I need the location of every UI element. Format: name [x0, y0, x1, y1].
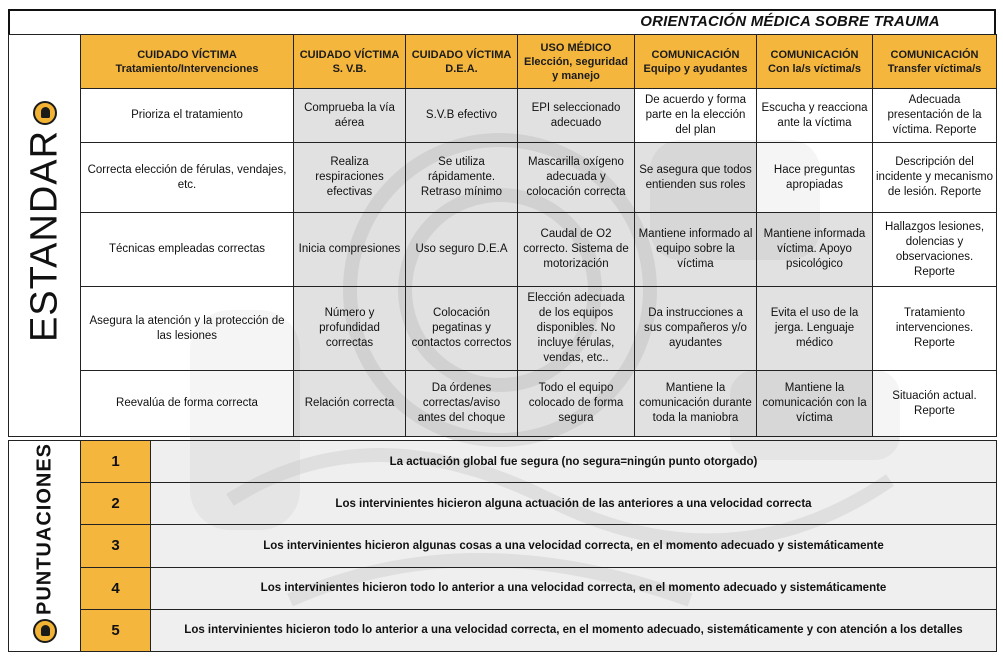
table-cell: Realiza respiraciones efectivas	[294, 143, 406, 213]
table-row	[9, 213, 997, 287]
side-label-puntuaciones: PUNTUACIONES	[33, 443, 55, 616]
table-cell: Evita el uso de la jerga. Lenguaje médico	[757, 287, 873, 371]
header-cell: CUIDADO VÍCTIMA S. V.B.	[294, 35, 406, 89]
header-cell: COMUNICACIÓN Transfer víctima/s	[873, 35, 997, 89]
row-label: Asegura la atención y la protección de las lesiones	[81, 287, 294, 371]
table-row	[9, 89, 997, 143]
score-description: Los intervinientes hicieron todo lo anterior a una velocidad correcta, en el momento adecuado, sistemáticamente y con atención a los detalles	[151, 609, 997, 651]
table-cell: Comprueba la vía aérea	[294, 89, 406, 143]
row-label: Reevalúa de forma correcta	[81, 371, 294, 437]
header-row	[9, 35, 997, 89]
table-cell: Tratamiento intervenciones. Reporte	[873, 287, 997, 371]
score-description: La actuación global fue segura (no segura=ningún punto otorgado)	[151, 441, 997, 483]
table-cell: Hace preguntas apropiadas	[757, 143, 873, 213]
header-cell: COMUNICACIÓN Equipo y ayudantes	[635, 35, 757, 89]
table-cell: Adecuada presentación de la víctima. Reporte	[873, 89, 997, 143]
table-row	[9, 371, 997, 437]
table-cell: Mantiene la comunicación durante toda la maniobra	[635, 371, 757, 437]
table-cell: Mantiene informado al equipo sobre la víctima	[635, 213, 757, 287]
table-cell: Mascarilla oxígeno adecuada y colocación correcta	[518, 143, 635, 213]
table-cell: S.V.B efectivo	[406, 89, 518, 143]
score-number: 1	[81, 441, 151, 483]
table-cell: Situación actual. Reporte	[873, 371, 997, 437]
table-cell: Da instrucciones a sus compañeros y/o ayudantes	[635, 287, 757, 371]
table-cell: Relación correcta	[294, 371, 406, 437]
table-cell: Número y profundidad correctas	[294, 287, 406, 371]
table-cell: Se asegura que todos entienden sus roles	[635, 143, 757, 213]
score-description: Los intervinientes hicieron todo lo anterior a una velocidad correcta, en el momento adecuado y sistemáticamente	[151, 567, 997, 609]
score-number: 4	[81, 567, 151, 609]
table-cell: Mantiene informada víctima. Apoyo psicológico	[757, 213, 873, 287]
score-row	[9, 525, 997, 567]
row-label: Prioriza el tratamiento	[81, 89, 294, 143]
side-label-estandar: ESTANDAR	[23, 129, 65, 342]
table-cell: Escucha y reacciona ante la víctima	[757, 89, 873, 143]
row-label: Correcta elección de férulas, vendajes, etc.	[81, 143, 294, 213]
score-number: 5	[81, 609, 151, 651]
header-cell: CUIDADO VÍCTIMA Tratamiento/Intervenciones	[81, 35, 294, 89]
table-row	[9, 287, 997, 371]
scores-side-cell	[9, 441, 81, 652]
score-row	[9, 609, 997, 651]
badge-helmet-icon	[33, 619, 57, 643]
header-cell: USO MÉDICO Elección, seguridad y manejo	[518, 35, 635, 89]
table-cell: Da órdenes correctas/aviso antes del choque	[406, 371, 518, 437]
row-label: Técnicas empleadas correctas	[81, 213, 294, 287]
table-cell: Caudal de O2 correcto. Sistema de motorización	[518, 213, 635, 287]
standards-table	[8, 34, 997, 437]
scores-table	[8, 440, 997, 652]
score-row	[9, 567, 997, 609]
header-cell: CUIDADO VÍCTIMA D.E.A.	[406, 35, 518, 89]
table-cell: Se utiliza rápidamente. Retraso mínimo	[406, 143, 518, 213]
score-row	[9, 483, 997, 525]
score-row	[9, 441, 997, 483]
table-row	[9, 143, 997, 213]
table-cell: Mantiene la comunicación con la víctima	[757, 371, 873, 437]
score-description: Los intervinientes hicieron algunas cosas a una velocidad correcta, en el momento adecuado y sistemáticamente	[151, 525, 997, 567]
header-cell: COMUNICACIÓN Con la/s víctima/s	[757, 35, 873, 89]
table-cell: Colocación pegatinas y contactos correctos	[406, 287, 518, 371]
score-number: 3	[81, 525, 151, 567]
table-cell: Todo el equipo colocado de forma segura	[518, 371, 635, 437]
table-cell: De acuerdo y forma parte en la elección del plan	[635, 89, 757, 143]
table-cell: EPI seleccionado adecuado	[518, 89, 635, 143]
table-cell: Elección adecuada de los equipos disponibles. No incluye férulas, vendas, etc..	[518, 287, 635, 371]
standard-side-cell	[9, 35, 81, 437]
page-title: ORIENTACIÓN MÉDICA SOBRE TRAUMA	[640, 13, 940, 30]
score-description: Los intervinientes hicieron alguna actuación de las anteriores a una velocidad correcta	[151, 483, 997, 525]
table-cell: Descripción del incidente y mecanismo de lesión. Reporte	[873, 143, 997, 213]
table-cell: Inicia compresiones	[294, 213, 406, 287]
table-cell: Hallazgos lesiones, dolencias y observaciones. Reporte	[873, 213, 997, 287]
table-cell: Uso seguro D.E.A	[406, 213, 518, 287]
score-number: 2	[81, 483, 151, 525]
badge-helmet-icon	[33, 101, 57, 125]
